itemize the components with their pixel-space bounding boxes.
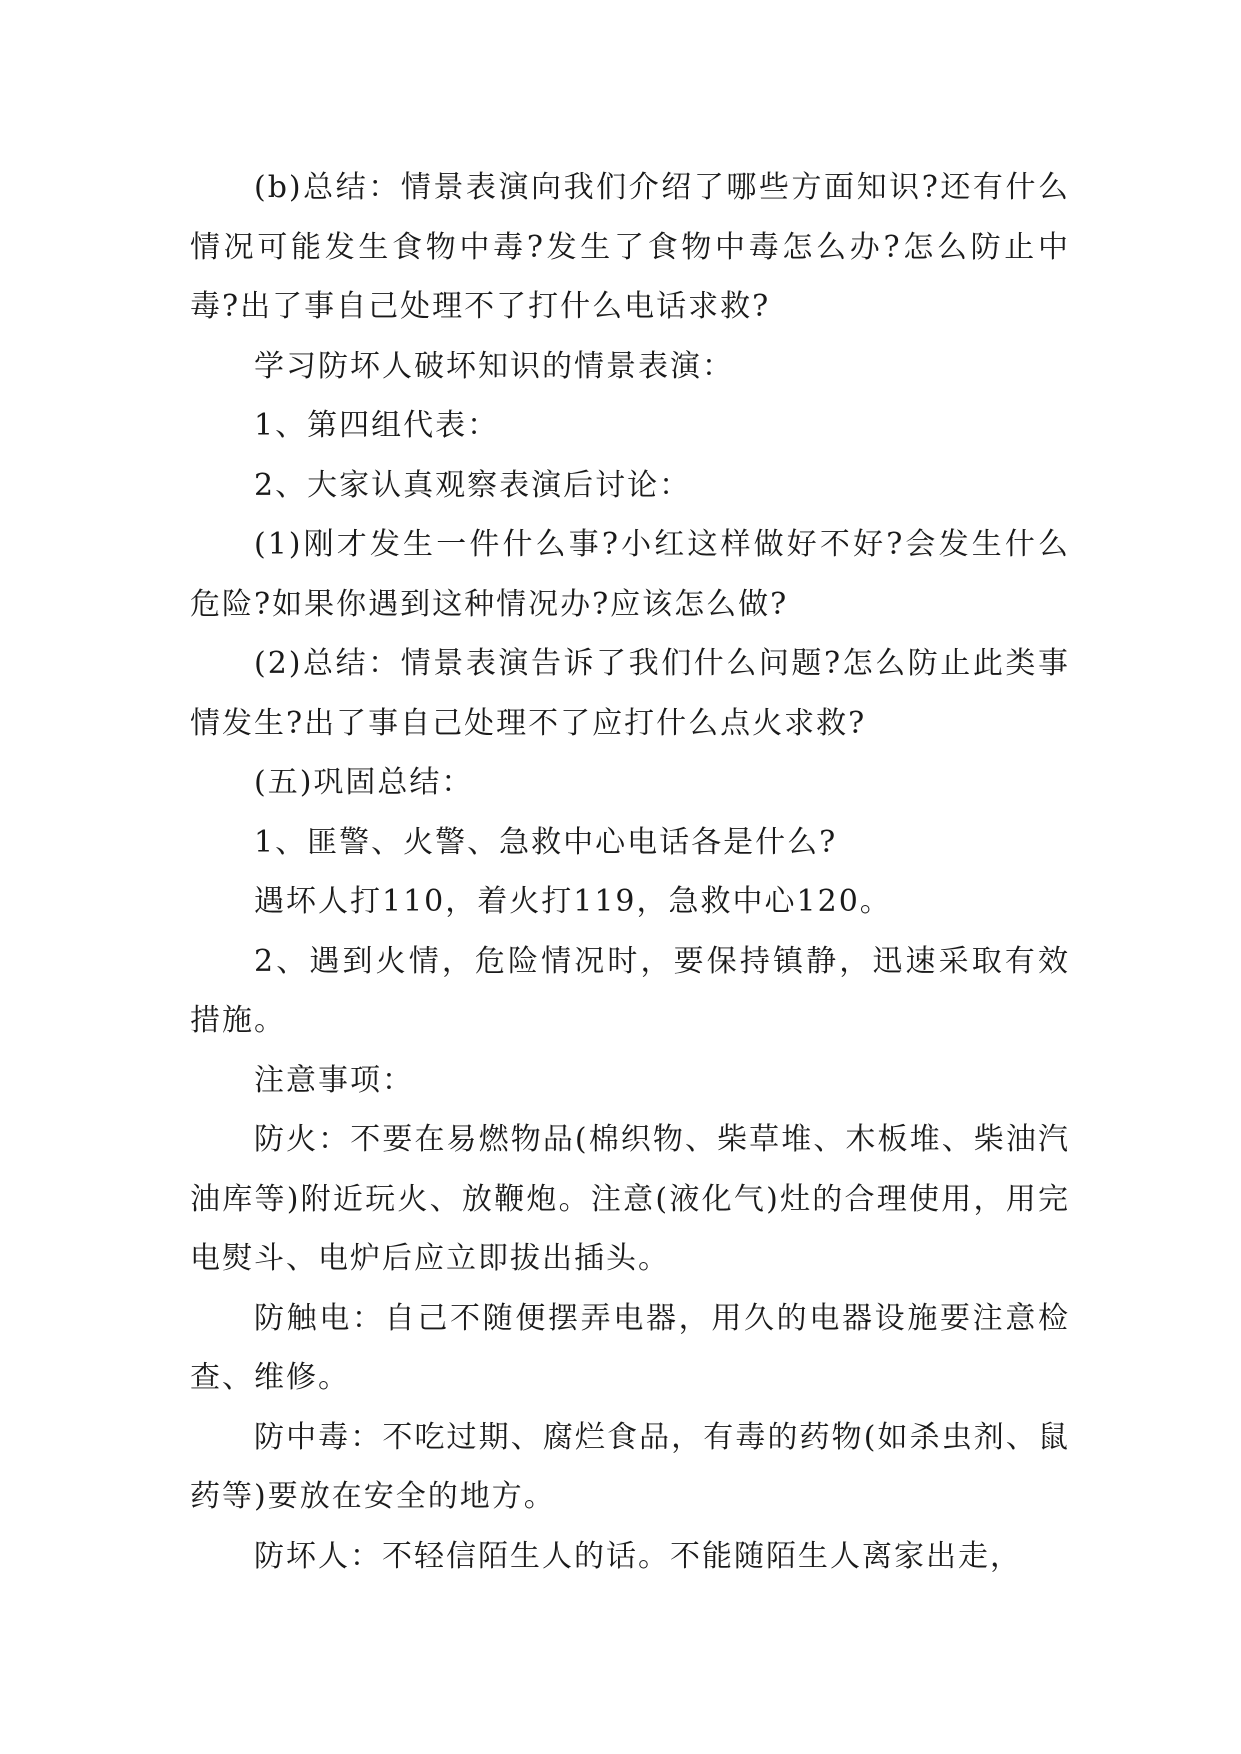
section-heading-consolidation: (五)巩固总结： [254, 765, 474, 800]
paragraph-stay-calm: 2、遇到火情，危险情况时，要保持镇静，迅速采取有效措施。 [190, 943, 1070, 1038]
paragraph-bad-people-scene: 学习防坏人破坏知识的情景表演： [254, 348, 734, 384]
paragraph-fire-prevention: 防火：不要在易燃物品(棉织物、柴草堆、木板堆、柴油汽油库等)附近玩火、放鞭炮。注意(液化气)灶的合理使用，用完电熨斗、电炉后应立即拔出插头。 [190, 1122, 1070, 1276]
paragraph-bad-people: 防坏人：不轻信陌生人的话。不能随陌生人离家出走， [254, 1538, 1022, 1574]
section-heading-precautions: 注意事项： [254, 1062, 414, 1098]
paragraph-question-two: (2)总结：情景表演告诉了我们什么问题?怎么防止此类事情发生?出了事自己处理不了应打什么点火求救? [190, 646, 1070, 741]
paragraph-emergency-numbers-answer: 遇坏人打110，着火打119，急救中心120。 [254, 884, 892, 919]
paragraph-group-four: 1、第四组代表： [254, 408, 500, 443]
document-page [190, 158, 1070, 1586]
paragraph-question-one: (1)刚才发生一件什么事?小红这样做好不好?会发生什么危险?如果你遇到这种情况办?应该怎么做? [190, 527, 1070, 622]
paragraph-summary-food-poisoning: (b)总结：情景表演向我们介绍了哪些方面知识?还有什么情况可能发生食物中毒?发生了食物中毒怎么办?怎么防止中毒?出了事自己处理不了打什么电话求救? [190, 170, 1070, 324]
paragraph-poisoning: 防中毒：不吃过期、腐烂食品，有毒的药物(如杀虫剂、鼠药等)要放在安全的地方。 [190, 1419, 1070, 1514]
paragraph-discussion: 2、大家认真观察表演后讨论： [254, 467, 692, 503]
paragraph-electric-shock: 防触电：自己不随便摆弄电器，用久的电器设施要注意检查、维修。 [190, 1300, 1070, 1395]
paragraph-emergency-numbers-question: 1、匪警、火警、急救中心电话各是什么? [254, 824, 838, 860]
